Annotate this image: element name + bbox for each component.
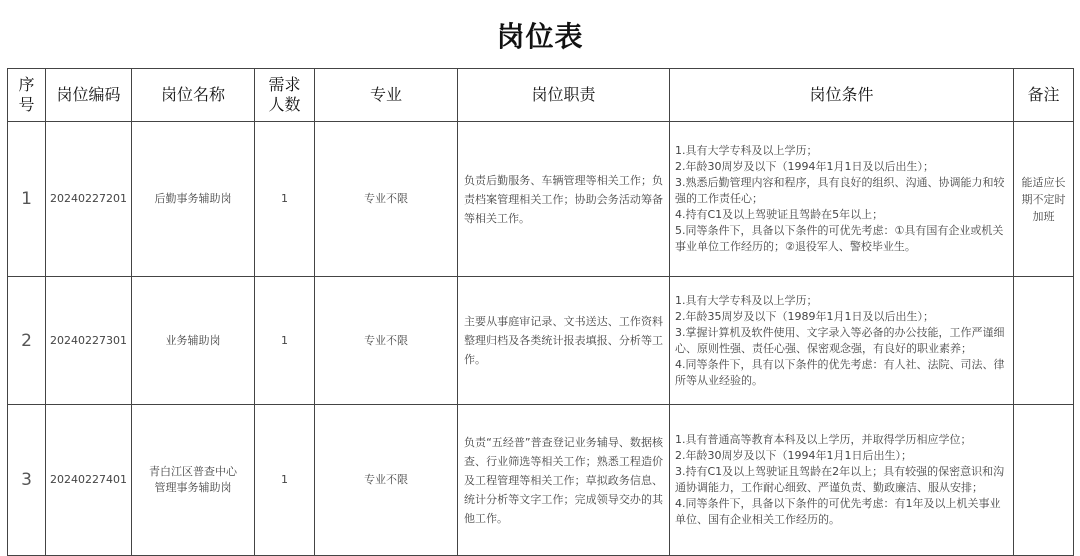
header-note: 备注 xyxy=(1014,69,1074,122)
table-row xyxy=(8,405,1074,556)
condition-item: 2.年龄35周岁及以下（1989年1月1日及以后出生）； xyxy=(675,309,934,323)
row-major: 专业不限 xyxy=(315,122,458,277)
condition-item: 1.具有大学专科及以上学历； xyxy=(675,293,818,307)
row-name: 业务辅助岗 xyxy=(132,277,255,405)
row-major: 专业不限 xyxy=(315,277,458,405)
row-note: 能适应长期不定时加班 xyxy=(1014,122,1074,277)
condition-item: 1.具有大学专科及以上学历； xyxy=(675,144,818,157)
header-duties: 岗位职责 xyxy=(458,69,670,122)
row-count: 1 xyxy=(255,122,315,277)
header-major: 专业 xyxy=(315,69,458,122)
header-count: 需求人数 xyxy=(255,69,315,122)
row-name: 青白江区普查中心管理事务辅助岗 xyxy=(132,405,255,556)
condition-item: 5.同等条件下，具备以下条件的可优先考虑：①具有国有企业或机关事业单位工作经历的；②退役军人、警校毕业生。 xyxy=(675,224,1004,253)
condition-item: 3.熟悉后勤管理内容和程序，具有良好的组织、沟通、协调能力和较强的工作责任心； xyxy=(675,176,1005,205)
positions-table xyxy=(7,68,1074,556)
row-note xyxy=(1014,405,1074,556)
condition-item: 2.年龄30周岁及以下（1994年1月1日及以后出生）； xyxy=(675,160,934,173)
condition-item: 4.同等条件下，具备以下条件的可优先考虑：有1年及以上机关事业单位、国有企业相关工作经历的。 xyxy=(675,497,1001,526)
row-seq: 1 xyxy=(8,122,46,277)
row-code: 20240227301 xyxy=(46,277,132,405)
header-code: 岗位编码 xyxy=(46,69,132,122)
condition-item: 2.年龄30周岁及以下（1994年1月1日后出生）； xyxy=(675,449,912,462)
row-duties: 主要从事庭审记录、文书送达、工作资料整理归档及各类统计报表填报、分析等工作。 xyxy=(458,277,670,405)
condition-item: 1.具有普通高等教育本科及以上学历，并取得学历相应学位； xyxy=(675,433,972,446)
row-duties: 负责后勤服务、车辆管理等相关工作；负责档案管理相关工作；协助会务活动筹备等相关工作。 xyxy=(458,122,670,277)
row-count: 1 xyxy=(255,277,315,405)
header-name: 岗位名称 xyxy=(132,69,255,122)
row-note xyxy=(1014,277,1074,405)
condition-item: 3.持有C1及以上驾驶证且驾龄在2年以上；具有较强的保密意识和沟通协调能力，工作耐心细致、严谨负责、勤政廉洁、服从安排； xyxy=(675,465,1005,494)
row-conditions xyxy=(670,277,1014,405)
row-conditions xyxy=(670,405,1014,556)
row-code: 20240227201 xyxy=(46,122,132,277)
row-code: 20240227401 xyxy=(46,405,132,556)
table-row xyxy=(8,122,1074,277)
condition-item: 4.持有C1及以上驾驶证且驾龄在5年以上； xyxy=(675,208,884,221)
row-name: 后勤事务辅助岗 xyxy=(132,122,255,277)
condition-item: 3.掌握计算机及软件使用、文字录入等必备的办公技能，工作严谨细心、原则性强、责任心强、保密观念强，有良好的职业素养； xyxy=(675,325,1005,355)
header-conditions: 岗位条件 xyxy=(670,69,1014,122)
row-seq: 2 xyxy=(8,277,46,405)
header-row xyxy=(8,69,1074,122)
row-major: 专业不限 xyxy=(315,405,458,556)
header-seq: 序号 xyxy=(8,69,46,122)
row-seq: 3 xyxy=(8,405,46,556)
row-duties: 负责“五经普”普查登记业务辅导、数据核查、行业筛选等相关工作；熟悉工程造价及工程管理等相关工作；草拟政务信息、统计分析等文字工作；完成领导交办的其他工作。 xyxy=(458,405,670,556)
row-conditions xyxy=(670,122,1014,277)
table-row xyxy=(8,277,1074,405)
condition-item: 4.同等条件下，具有以下条件的优先考虑：有人社、法院、司法、律所等从业经验的。 xyxy=(675,357,1005,387)
row-count: 1 xyxy=(255,405,315,556)
page-title: 岗位表 xyxy=(496,20,584,53)
